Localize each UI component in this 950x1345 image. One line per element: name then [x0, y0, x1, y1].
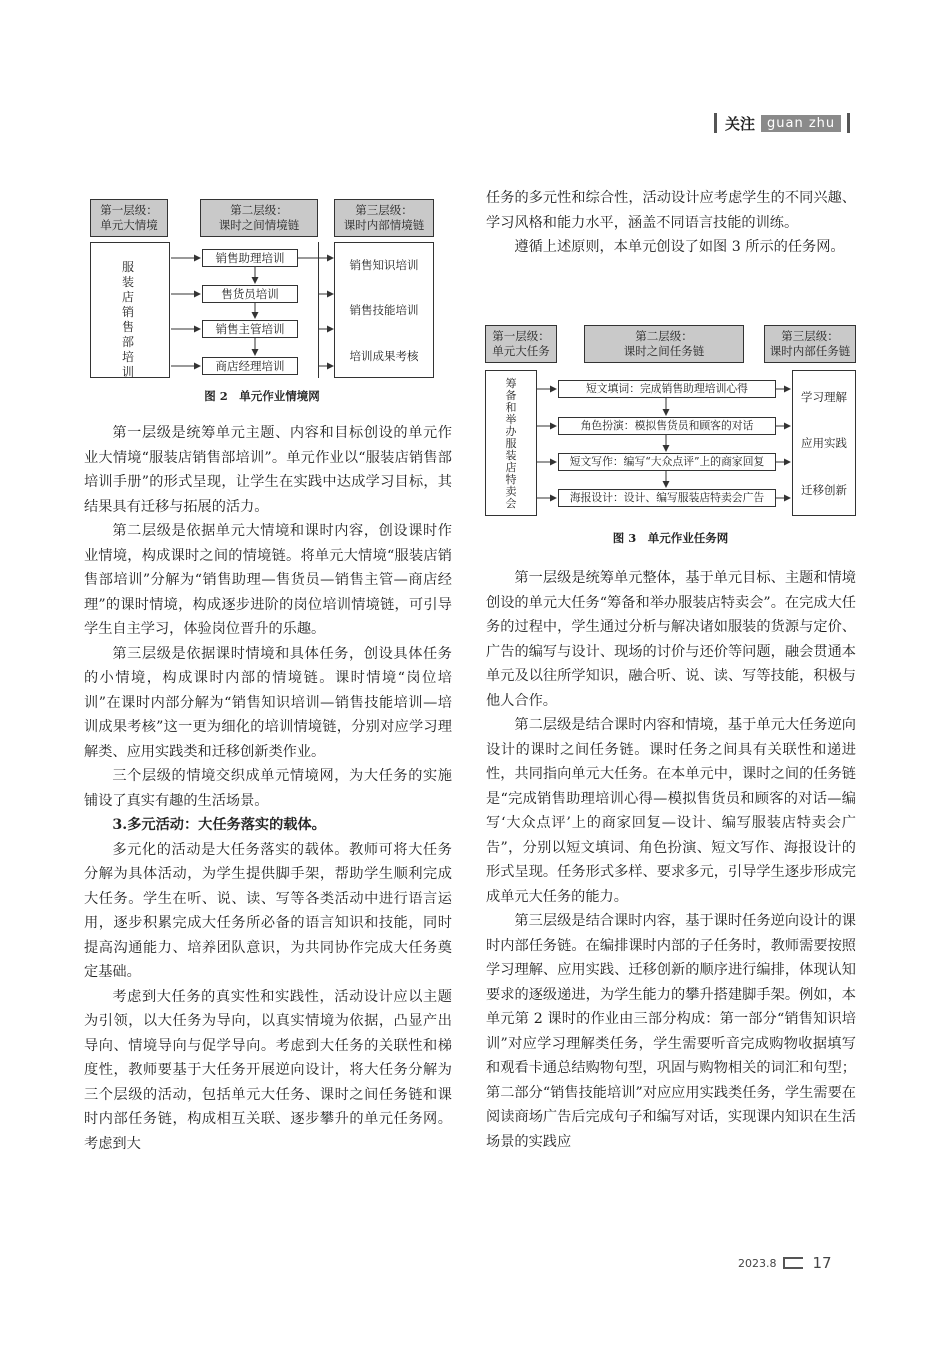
section-heading: 3.多元活动：大任务落实的载体。	[112, 817, 326, 833]
fig3-caption: 图 3 单元作业任务网	[612, 531, 729, 545]
page-footer	[738, 1254, 832, 1272]
fig2-caption: 图 2 单元作业情境网	[204, 389, 320, 403]
paragraph: 第三层级是依据课时情境和具体任务，创设具体任务的小情境，构成课时内部的情境链。课时情境“岗位培训”在课时内部分解为“销售知识培训—销售技能培训—培训成果考核”这一更为细化的培训情境链，分别对应学习理解类、应用实践类和迁移创新类作业。	[84, 645, 452, 760]
paragraph: 第一层级是统筹单元主题、内容和目标创设的单元作业大情境“服装店销售部培训”。单元作业以“服装店销售部培训手册”的形式呈现，让学生在实践中达成学习目标，其结果具有迁移与拓展的活力。	[84, 425, 452, 515]
fig2-inner-2: 销售技能培训	[349, 303, 419, 317]
fig3-main-task: 筹备和举办服装店特卖会	[505, 377, 517, 510]
issue-date: 2023.8	[738, 1256, 777, 1270]
fig3-chain-4: 海报设计：设计、编写服装店特卖会广告	[558, 489, 776, 507]
fig3-inner-2: 应用实践	[801, 436, 847, 450]
fig2-level1-header: 第一层级： 单元大情境	[90, 199, 168, 237]
fig3-level1-header: 第一层级： 单元大任务	[485, 325, 557, 363]
fig3-chain-3: 短文写作：编写“大众点评”上的商家回复	[558, 453, 776, 471]
fig2-chain-3: 销售主管培训	[202, 320, 298, 338]
journal-logo-icon	[783, 1257, 803, 1269]
paragraph: 遵循上述原则，本单元创设了如图 3 所示的任务网。	[514, 239, 845, 255]
fig2-chain-4: 商店经理培训	[202, 357, 298, 375]
paragraph: 任务的多元性和综合性，活动设计应考虑学生的不同兴趣、学习风格和能力水平，涵盖不同语言技能的训练。	[486, 190, 856, 231]
paragraph: 第三层级是结合课时内容，基于课时任务逆向设计的课时内部任务链。在编排课时内部的子任务时，教师需要按照学习理解、应用实践、迁移创新的顺序进行编排，体现认知要求的逐级递进，为学生能力的攀升搭建脚手架。例如，本单元第 2 课时的作业由三部分构成：第一部分“销售知识培训”对应学习理解类任务，学生需要听音完成购物收据填写和观看卡通总结购物句型，巩固与购物相关的词汇和句型；第二部分“销售技能培训”对应应用实践类任务，学生需要在阅读商场广告后完成句子和编写对话，实现课内知识在生活场景的实践应	[486, 913, 856, 1150]
section-pinyin: guan zhu	[761, 115, 841, 132]
paragraph: 第二层级是结合课时内容和情境，基于单元大任务逆向设计的课时之间任务链。课时任务之间具有关联性和递进性，共同指向单元大任务。在本单元中，课时之间的任务链是“完成销售助理培训心得—模拟售货员和顾客的对话—编写‘大众点评’上的商家回复—设计、编写服装店特卖会广告”，分别以短文填词、角色扮演、短文写作、海报设计的形式呈现。任务形式多样、要求多元，引导学生逐步形成完成单元大任务的能力。	[486, 717, 856, 905]
paragraph: 考虑到大任务的真实性和实践性，活动设计应以主题为引领，以大任务为导向，以真实情境为依据，凸显产出导向、情境导向与促学导向。考虑到大任务的关联性和梯度性，教师要基于大任务开展逆向设计，将大任务分解为三个层级的活动，包括单元大任务、课时之间任务链和课时内部任务链，构成相互关联、逐步攀升的单元任务网。考虑到大	[84, 988, 452, 1152]
paragraph: 多元化的活动是大任务落实的载体。教师可将大任务分解为具体活动，为学生提供脚手架，帮助学生顺利完成大任务。学生在听、说、读、写等各类活动中进行语言运用，逐步积累完成大任务所必备的语言知识和技能，同时提高沟通能力、培养团队意识，为共同协作完成大任务奠定基础。	[84, 841, 452, 980]
section-title: 关注	[725, 114, 756, 133]
fig2-inner-1: 销售知识培训	[349, 258, 419, 272]
fig3-inner-3: 迁移创新	[801, 483, 847, 497]
fig3-chain-1: 短文填词：完成销售助理培训心得	[558, 380, 776, 398]
fig3-level2-header: 第二层级： 课时之间任务链	[584, 325, 744, 363]
fig2-level3-header: 第三层级： 课时内部情境链	[334, 199, 434, 237]
fig2-chain-2: 售货员培训	[202, 285, 298, 303]
fig2-level2-header: 第二层级： 课时之间情境链	[200, 199, 318, 237]
paragraph: 第一层级是统筹单元整体，基于单元目标、主题和情境创设的单元大任务“筹备和举办服装店特卖会”。在完成大任务的过程中，学生通过分析与解决诸如服装的货源与定价、广告的编写与设计、现场的讨价与还价等问题，融会贯通本单元及以往所学知识，融合听、说、读、写等技能，积极与他人合作。	[486, 570, 856, 709]
fig2-inner-3: 培训成果考核	[349, 349, 419, 363]
fig2-main-situation: 服装店销售部培训	[121, 260, 134, 379]
fig2-chain-1: 销售助理培训	[202, 249, 298, 267]
page-number: 17	[812, 1254, 832, 1272]
fig3-inner-1: 学习理解	[801, 390, 847, 404]
fig3-chain-2: 角色扮演：模拟售货员和顾客的对话	[558, 417, 776, 435]
paragraph: 三个层级的情境交织成单元情境网，为大任务的实施铺设了真实有趣的生活场景。	[84, 768, 452, 809]
fig3-level3-header: 第三层级： 课时内部任务链	[764, 325, 856, 363]
right-column-bottom	[486, 566, 856, 1154]
paragraph: 第二层级是依据单元大情境和课时内容，创设课时作业情境，构成课时之间的情境链。将单元大情境“服装店销售部培训”分解为“销售助理—售货员—销售主管—商店经理”的课时情境，构成逐步进阶的岗位培训情境链，可引导学生自主学习，体验岗位晋升的乐趣。	[84, 523, 452, 637]
